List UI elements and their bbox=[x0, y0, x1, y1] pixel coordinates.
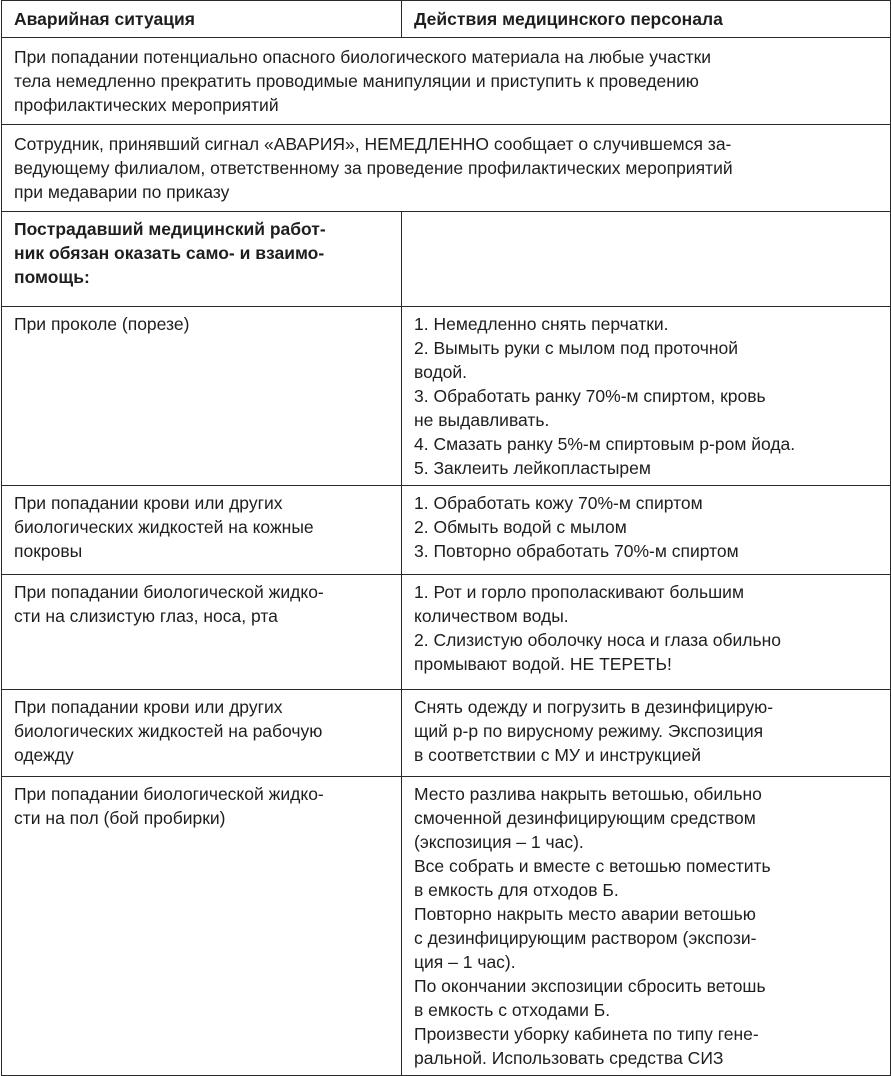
actions-cell: 1. Немедленно снять перчатки. 2. Вымыть руки с мылом под проточной водой. 3. Обработать ранку 70%-м спиртом, кровь не выдавливать. 4. Смазать ранку 5%-м спиртовым р-ром йода. 5. Заклеить лейкопластырем bbox=[402, 307, 891, 486]
table-row bbox=[2, 486, 891, 575]
situation-cell: При попадании биологической жидко- сти на пол (бой пробирки) bbox=[2, 777, 402, 1076]
actions-cell: 1. Обработать кожу 70%-м спиртом 2. Обмыть водой с мылом 3. Повторно обработать 70%-м спиртом bbox=[402, 486, 891, 575]
table-row bbox=[2, 307, 891, 486]
full-row-text: Сотрудник, принявший сигнал «АВАРИЯ», НЕМЕДЛЕННО сообщает о случившемся за- ведующему филиалом, ответственному за проведение профилактических мероприятий при медаварии по приказу bbox=[2, 125, 891, 212]
table-row bbox=[2, 777, 891, 1076]
table-row bbox=[2, 690, 891, 777]
subheader-row bbox=[2, 212, 891, 307]
actions-cell: Снять одежду и погрузить в дезинфицирую- щий р-р по вирусному режиму. Экспозиция в соответствии с МУ и инструкцией bbox=[402, 690, 891, 777]
emergency-actions-table bbox=[1, 0, 891, 1076]
header-actions: Действия медицинского персонала bbox=[402, 1, 891, 38]
actions-cell: 1. Рот и горло прополаскивают большим количеством воды. 2. Слизистую оболочку носа и глаза обильно промывают водой. НЕ ТЕРЕТЬ! bbox=[402, 575, 891, 690]
empty-cell bbox=[402, 212, 891, 307]
full-row-text: При попадании потенциально опасного биологического материала на любые участки тела немедленно прекратить проводимые манипуляции и приступить к проведению профилактических мероприятий bbox=[2, 38, 891, 125]
full-width-row bbox=[2, 38, 891, 125]
situation-cell: При попадании биологической жидко- сти на слизистую глаз, носа, рта bbox=[2, 575, 402, 690]
actions-cell: Место разлива накрыть ветошью, обильно смоченной дезинфицирующим средством (экспозиция – 1 час). Все собрать и вместе с ветошью поместить в емкость для отходов Б. Повторно накрыть место аварии ветошью с дезинфицирующим раствором (экспози- ция – 1 час). По окончании экспозиции сбросить ветошь в емкость с отходами Б. Произвести уборку кабинета по типу гене- ральной. Использовать средства СИЗ bbox=[402, 777, 891, 1076]
situation-cell: При попадании крови или других биологических жидкостей на кожные покровы bbox=[2, 486, 402, 575]
subheader-text: Пострадавший медицинский работ- ник обязан оказать само- и взаимо- помощь: bbox=[2, 212, 402, 307]
full-width-row bbox=[2, 125, 891, 212]
situation-cell: При попадании крови или других биологических жидкостей на рабочую одежду bbox=[2, 690, 402, 777]
table-header-row bbox=[2, 1, 891, 38]
header-situation: Аварийная ситуация bbox=[2, 1, 402, 38]
situation-cell: При проколе (порезе) bbox=[2, 307, 402, 486]
table-row bbox=[2, 575, 891, 690]
